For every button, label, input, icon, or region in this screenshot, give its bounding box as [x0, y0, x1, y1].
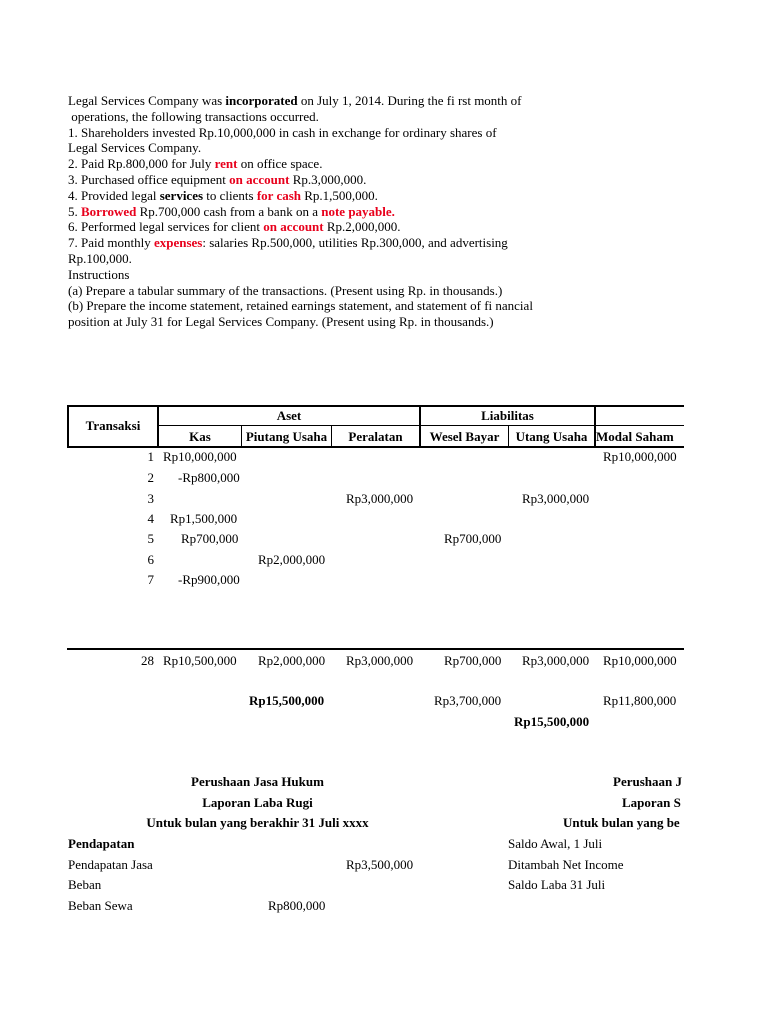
- is-pendapatan-jasa-label: Pendapatan Jasa: [68, 857, 153, 872]
- is-pendapatan-heading: Pendapatan: [68, 836, 135, 851]
- row-3-peralatan: Rp3,000,000: [346, 491, 414, 506]
- row-3-utang: Rp3,000,000: [522, 491, 590, 506]
- is-company: Perushaan Jasa Hukum: [191, 774, 324, 789]
- re-title: Laporan S: [622, 795, 681, 810]
- col-header-peralatan: Peralatan: [348, 429, 403, 444]
- is-beban-sewa-label: Beban Sewa: [68, 898, 133, 913]
- row-5-wesel: Rp700,000: [444, 531, 502, 546]
- row-1-no: 1: [147, 449, 154, 464]
- is-title: Laporan Laba Rugi: [202, 795, 313, 810]
- is-beban-sewa-value: Rp800,000: [268, 898, 326, 913]
- is-pendapatan-jasa-value: Rp3,500,000: [346, 857, 414, 872]
- row-6-no: 6: [147, 552, 154, 567]
- totals-modal: Rp10,000,000: [603, 653, 677, 668]
- totals-top-border: [67, 648, 684, 650]
- totals-no: 28: [141, 653, 154, 668]
- row-1-modal: Rp10,000,000: [603, 449, 677, 464]
- row-6-piutang: Rp2,000,000: [258, 552, 326, 567]
- col-header-modal-saham: Modal Saham: [596, 429, 674, 444]
- row-2-no: 2: [147, 470, 154, 485]
- col-header-piutang-usaha: Piutang Usaha: [245, 429, 328, 444]
- row-3-no: 3: [147, 491, 154, 506]
- header-transaksi: Transaksi: [85, 418, 141, 433]
- header-bottom-border: [67, 446, 684, 448]
- totals-piutang: Rp2,000,000: [258, 653, 326, 668]
- row-4-kas: Rp1,500,000: [170, 511, 238, 526]
- totals-utang: Rp3,000,000: [522, 653, 590, 668]
- sum-assets: Rp15,500,000: [249, 693, 325, 708]
- re-saldo-awal: Saldo Awal, 1 Juli: [508, 836, 603, 851]
- row-2-kas: -Rp800,000: [178, 470, 240, 485]
- re-net-income: Ditambah Net Income: [508, 857, 624, 872]
- row-5-no: 5: [147, 531, 154, 546]
- table-top-border: [67, 405, 684, 407]
- col-header-wesel-bayar: Wesel Bayar: [429, 429, 500, 444]
- header-liabilitas: Liabilitas: [481, 408, 534, 423]
- header-aset: Aset: [276, 408, 302, 423]
- is-beban-heading: Beban: [68, 877, 102, 892]
- re-saldo-akhir: Saldo Laba 31 Juli: [508, 877, 606, 892]
- row-1-kas: Rp10,000,000: [163, 449, 237, 464]
- is-period: Untuk bulan yang berakhir 31 Juli xxxx: [146, 815, 369, 830]
- sum-liabilities: Rp3,700,000: [434, 693, 502, 708]
- totals-wesel: Rp700,000: [444, 653, 502, 668]
- row-4-no: 4: [147, 511, 154, 526]
- row-7-kas: -Rp900,000: [178, 572, 240, 587]
- problem-text: Legal Services Company was incorporated on July 1, 2014. During the fi rst month of operations, the following transactions occurred. 1. Shareholders invested Rp.10,000,000 in cash in exchange for ordinary shares of Legal Services Company. 2. Paid Rp.800,000 for July rent on office space. 3. Purchased office equipment on account Rp.3,000,000. 4. Provided legal services to clients for cash Rp.1,500,000. 5. Borrowed Rp.700,000 cash from a bank on a note payable. 6. Performed legal services for client on account Rp.2,000,000. 7. Paid monthly expenses: salaries Rp.500,000, utilities Rp.300,000, and advertising Rp.100,000. Instructions (a) Prepare a tabular summary of the transactions. (Present using Rp. in thousands.) (b) Prepare the income statement, retained earnings statement, and statement of fi nancial position at July 31 for Legal Services Company. (Present using Rp. in thousands.): [68, 93, 533, 330]
- totals-kas: Rp10,500,000: [163, 653, 237, 668]
- col-header-utang-usaha: Utang Usaha: [515, 429, 588, 444]
- re-period: Untuk bulan yang be: [563, 815, 680, 830]
- row-5-kas: Rp700,000: [181, 531, 239, 546]
- sum-liabilities-equity: Rp15,500,000: [514, 714, 590, 729]
- sum-equity: Rp11,800,000: [603, 693, 677, 708]
- row-7-no: 7: [147, 572, 154, 587]
- re-company: Perushaan J: [613, 774, 682, 789]
- totals-peralatan: Rp3,000,000: [346, 653, 414, 668]
- col-header-kas: Kas: [189, 429, 211, 444]
